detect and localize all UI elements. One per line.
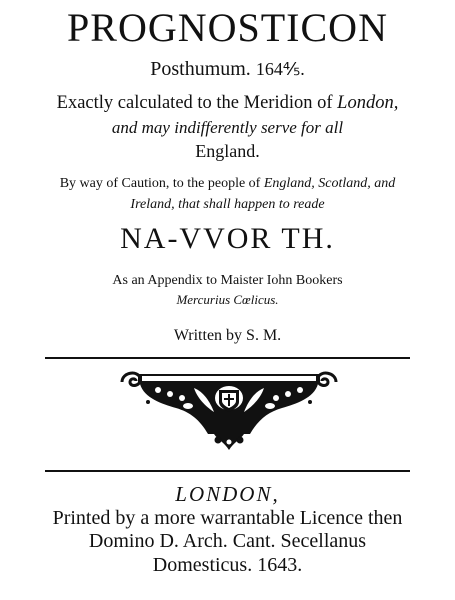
subtitle-year: 164⅘.: [255, 59, 305, 79]
description-line-1: [0, 93, 455, 114]
description-line-1-text: Exactly calculated to the Meridion of: [56, 93, 338, 113]
description-line-3: England.: [195, 141, 260, 161]
caution-line-1-text: By way of Caution, to the people of: [59, 176, 264, 191]
page-title: PROGNOSTICON: [67, 5, 388, 50]
appendix-line-2: Mercurius Cœlicus.: [176, 292, 279, 307]
caution-line-1: [0, 176, 455, 192]
printers-ornament-icon: [118, 368, 340, 452]
imprint-place: LONDON,: [175, 482, 280, 506]
description-place: London,: [337, 93, 399, 113]
imprint-line-2: Domino D. Arch. Cant. Secellanus: [88, 530, 367, 552]
subtitle-text: Posthumum.: [150, 58, 251, 80]
divider-top: [45, 357, 410, 359]
subtitle: [0, 58, 455, 81]
navworth-heading: NA-VVOR TH.: [120, 222, 335, 255]
divider-bottom: [45, 470, 410, 472]
caution-places: England, Scotland, and: [263, 176, 396, 191]
appendix-line-1: As an Appendix to Maister Iohn Bookers: [112, 273, 343, 288]
description-line-2: and may indifferently serve for all: [111, 118, 344, 137]
written-by: Written by S. M.: [173, 327, 282, 344]
caution-line-2: Ireland, that shall happen to reade: [130, 197, 325, 212]
imprint-line-1: Printed by a more warrantable Licence then: [52, 507, 403, 529]
imprint-line-3: Domesticus. 1643.: [152, 554, 303, 576]
